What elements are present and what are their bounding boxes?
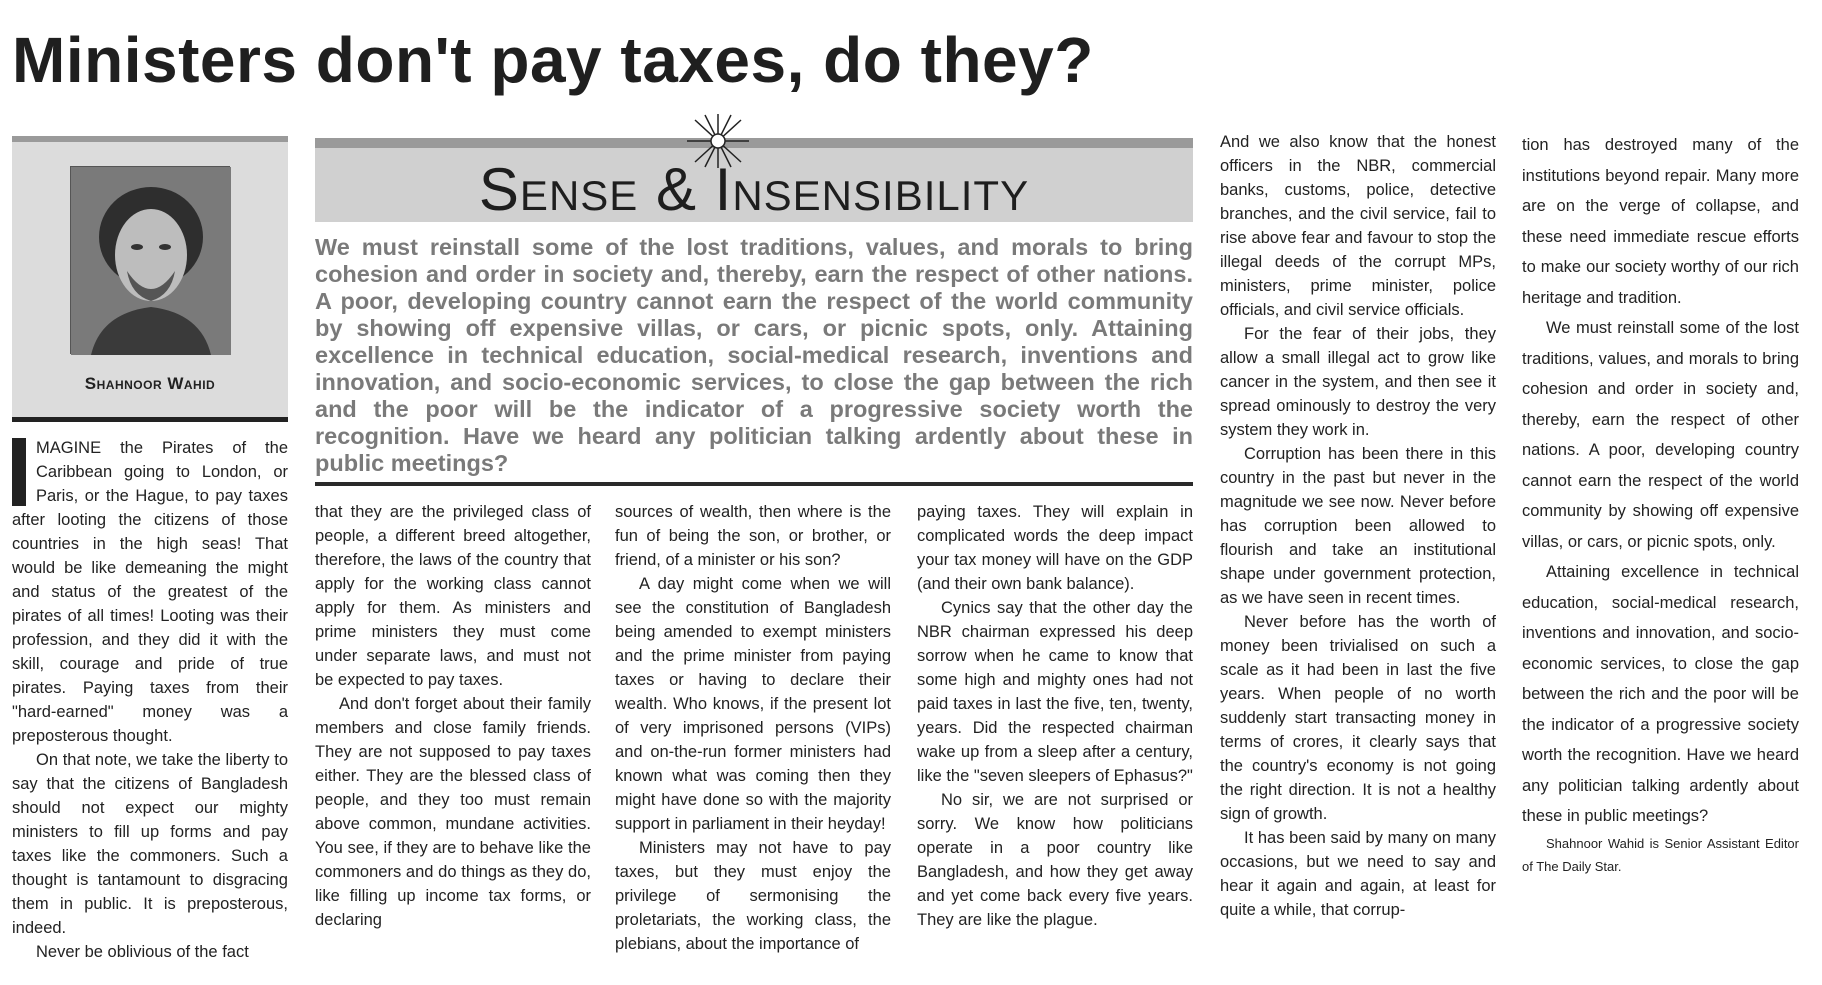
divider-rule (315, 482, 1193, 486)
paragraph: tion has destroyed many of the institutions beyond repair. Many more are on the verge of collapse, and these need immediate rescue efforts to make our society worthy of our rich heritage and tradition. (1522, 136, 1799, 307)
paragraph: No sir, we are not surprised or sorry. We know how politicians operate in a poor country like Bangladesh, and how they get away and yet come back every five years. They are like the plague. (917, 791, 1193, 929)
paragraph: Never be oblivious of the fact (36, 943, 249, 961)
text-column-1 (12, 429, 288, 964)
paragraph: sources of wealth, then where is the fun of being the son, or brother, or friend, of a minister or his son? (615, 503, 891, 569)
byline-box (12, 136, 288, 422)
column-title: Sense & Insensibility (478, 156, 1030, 223)
paragraph: paying taxes. They will explain in complicated words the deep impact your tax money will have on the GDP (and their own bank balance). (917, 503, 1193, 593)
drop-cap: I (12, 438, 26, 506)
paragraph: Corruption has been there in this country in the past but never in the magnitude we see now. Never before has corruption been allowed to flourish and take an institutional shape under government protection, as we have seen in recent times. (1220, 445, 1496, 607)
headline: Ministers don't pay taxes, do they? (12, 24, 1094, 96)
star-burst-icon (683, 112, 753, 170)
paragraph: It has been said by many on many occasions, but we need to say and hear it again and again, at least for quite a while, that corrup- (1220, 829, 1496, 919)
paragraph: Never before has the worth of money been trivialised on such a scale as it had been in last the five years. When people of no worth suddenly start transacting money in terms of crores, it clearly says that the country's economy is not going the right direction. It is not a healthy sign of growth. (1220, 613, 1496, 823)
text-column-2 (315, 500, 591, 932)
paragraph: We must reinstall some of the lost traditions, values, and morals to bring cohesion and order in society and, thereby, earn the respect of other nations. A poor, developing country cannot earn the respect of the world community by showing off expensive villas, or cars, or picnic spots, only. (1522, 319, 1799, 551)
text-column-6 (1522, 130, 1799, 878)
column-banner (315, 138, 1193, 222)
paragraph: On that note, we take the liberty to say that the citizens of Bangladesh should not expect our mighty ministers to fill up forms and pay taxes like the commoners. Such a thought is tantamount to disgracing them in public. It is preposterous, indeed. (12, 751, 288, 937)
text-column-3 (615, 500, 891, 956)
text-column-5 (1220, 130, 1496, 922)
author-photo (70, 166, 230, 354)
pull-quote: We must reinstall some of the lost traditions, values, and morals to bring cohesion and order in society and, thereby, earn the respect of other nations. A poor, developing country cannot earn the respect of the world community by showing off expensive villas, or cars, or picnic spots, only. Attaining excellence in technical education, social-medical research, inventions and innovation, and socio-economic services, to close the gap between the rich and the poor will be the indicator of a progressive society worth the recognition. Have we heard any politician talking ardently about these in public meetings? (315, 234, 1193, 476)
paragraph: And we also know that the honest officers in the NBR, commercial banks, customs, police, detective branches, and the civil service, fail to rise above fear and favour to stop the illegal deeds of the corrupt MPs, ministers, prime minister, police officials, and civil service officials. (1220, 133, 1496, 319)
author-portrait-icon (71, 167, 231, 355)
text-column-4 (917, 500, 1193, 932)
paragraph (12, 429, 288, 748)
paragraph: For the fear of their jobs, they allow a small illegal act to grow like cancer in the system, and then see it spread ominously to destroy the very system they work in. (1220, 325, 1496, 439)
paragraph: And don't forget about their family members and close family friends. They are not supposed to pay taxes either. They are the blessed class of people, and they too must remain above common, mundane activities. You see, if they are to behave like the commoners and do things as they do, like filling up income tax forms, or declaring (315, 695, 591, 929)
author-name: Shahnoor Wahid (84, 374, 216, 393)
paragraph: Cynics say that the other day the NBR chairman expressed his deep sorrow when he came to know that some high and mighty ones had not paid taxes in last the five, ten, twenty, years. Did the respected chairman wake up from a sleep after a century, like the "seven sleepers of Ephasus?" (917, 599, 1193, 785)
paragraph: Ministers may not have to pay taxes, but they must enjoy the privilege of sermonising the proletariats, the working class, the plebians, about the importance of (615, 839, 891, 953)
author-footnote: Shahnoor Wahid is Senior Assistant Editor of The Daily Star. (1522, 835, 1799, 874)
paragraph: Attaining excellence in technical education, social-medical research, inventions and innovation, and socio-economic services, to close the gap between the rich and the poor will be the indicator of a progressive society worth the recognition. Have we heard any politician talking ardently about these in public meetings? (1522, 563, 1799, 825)
paragraph: that they are the privileged class of people, a different breed altogether, therefore, the laws of the country that apply for the working class cannot apply for them. As ministers and prime ministers they must come under separate laws, and must not be expected to pay taxes. (315, 503, 591, 689)
paragraph-text: MAGINE the Pirates of the Caribbean going to London, or Paris, or the Hague, to pay taxes after looting the citizens of those countries in the high seas! That would be like demeaning the might and status of the greatest of the pirates of all times! Looting was their profession, and they did it with the skill, courage and pride of true pirates. Paying taxes from their "hard-earned" money was a preposterous thought. (12, 439, 288, 745)
paragraph: A day might come when we will see the constitution of Bangladesh being amended to exempt ministers and the prime minister from paying taxes or having to declare their wealth. Who knows, if the present lot of very imprisoned persons (VIPs) and on-the-run former ministers had known what was coming then they might have done so with the majority support in parliament in their heyday! (615, 575, 891, 833)
